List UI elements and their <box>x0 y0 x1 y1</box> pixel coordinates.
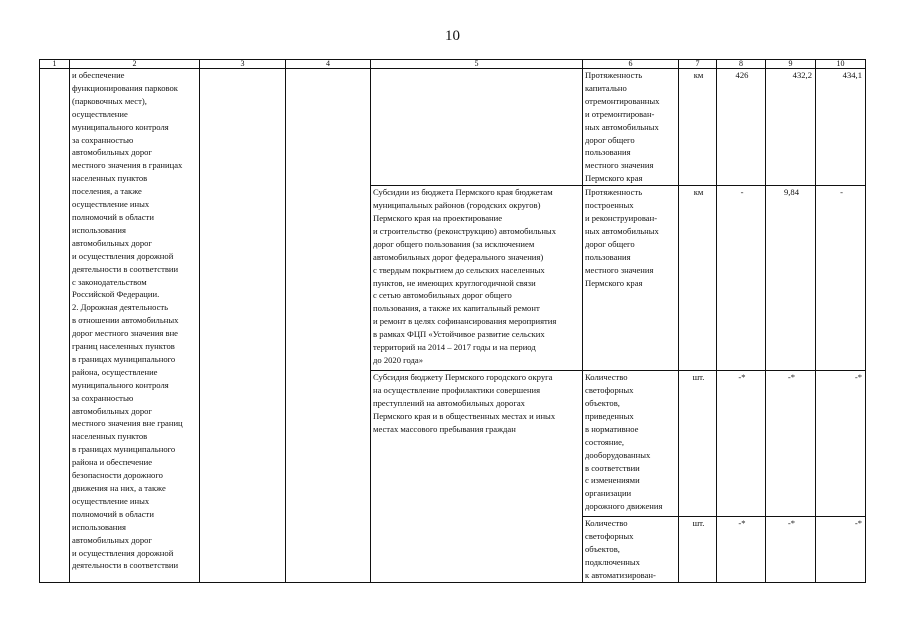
text-line: функционирования парковок <box>72 82 178 93</box>
text-line: отремонтированных <box>585 95 660 106</box>
text-line: организации <box>585 488 632 499</box>
cell-value: 432,2 <box>766 69 816 186</box>
text-line: построенных <box>585 200 634 211</box>
cell-value: -* <box>766 371 816 517</box>
text-line: на осуществление профилактики совершения <box>373 385 541 396</box>
text-line: за сохранностью <box>72 134 134 145</box>
text-line: светофорных <box>585 385 634 396</box>
text-line: с законодательством <box>72 276 147 287</box>
text-line: Пермского края <box>585 277 643 288</box>
text-line: полномочий в области <box>72 211 154 222</box>
text-line: пользования <box>585 147 631 158</box>
text-line: и обеспечение <box>72 70 125 80</box>
text-line: поселения, а также <box>72 186 142 197</box>
text-line: деятельности в соответствии <box>72 263 179 274</box>
text-line: автомобильных дорог <box>72 405 152 416</box>
text-line: и отремонтирован- <box>585 108 655 119</box>
text-line: и строительство (реконструкцию) автомобильных <box>373 225 556 236</box>
text-line: к автоматизирован- <box>585 569 656 580</box>
text-line: и осуществления дорожной <box>72 250 174 261</box>
text-line: границ населенных пунктов <box>72 341 175 352</box>
text-line: местного значения в границах <box>72 160 183 171</box>
table-row <box>40 69 866 186</box>
text-line: Пермского края и в общественных местах и иных <box>373 410 556 421</box>
cell-value: - <box>717 186 766 371</box>
text-line: территорий на 2014 – 2017 годы и на период <box>373 342 536 353</box>
text-line: муниципального контроля <box>72 121 169 132</box>
text-line: осуществление иных <box>72 199 150 210</box>
text-line: объектов, <box>585 543 620 554</box>
cell-col6 <box>583 186 679 371</box>
text-line: с твердым покрытием до сельских населенных <box>373 264 545 275</box>
cell-value: -* <box>766 517 816 583</box>
text-line: осуществление <box>72 108 128 119</box>
text-line: автомобильных дорог федерального значения) <box>373 251 544 262</box>
text-line: в отношении автомобильных <box>72 315 179 326</box>
text-line: объектов, <box>585 397 620 408</box>
col-header: 2 <box>70 60 200 69</box>
cell-unit: км <box>679 186 717 371</box>
text-line: дооборудованных <box>585 449 651 460</box>
text-line: ных автомобильных <box>585 225 659 236</box>
text-line: Пермского края <box>585 173 643 184</box>
text-line: безопасности дорожного <box>72 470 163 481</box>
cell-value: 9,84 <box>766 186 816 371</box>
cell-col2 <box>70 69 200 583</box>
text-line: Субсидия бюджету Пермского городского округа <box>373 372 553 383</box>
cell-unit: км <box>679 69 717 186</box>
text-line: состояние, <box>585 436 625 447</box>
text-line: за сохранностью <box>72 392 134 403</box>
cell-unit: шт. <box>679 371 717 517</box>
cell-col1 <box>40 69 70 583</box>
text-line: населенных пунктов <box>72 173 148 184</box>
text-line: Субсидии из бюджета Пермского края бюджетам <box>373 187 553 198</box>
text-line: Протяженность <box>585 70 643 80</box>
col-header: 7 <box>679 60 717 69</box>
text-line: светофорных <box>585 531 634 542</box>
cell-value: 426 <box>717 69 766 186</box>
text-line: в рамках ФЦП «Устойчивое развитие сельских <box>373 329 545 340</box>
text-line: капитально <box>585 82 627 93</box>
text-line: дорог местного значения вне <box>72 328 178 339</box>
data-table <box>39 59 866 583</box>
text-line: с изменениями <box>585 475 640 486</box>
text-line: пользования, а также их капитальный ремонт <box>373 303 540 314</box>
text-line: Количество <box>585 372 628 383</box>
cell-value: -* <box>717 517 766 583</box>
col-header: 6 <box>583 60 679 69</box>
text-line: Протяженность <box>585 187 643 198</box>
text-line: Количество <box>585 518 628 529</box>
text-line: автомобильных дорог <box>72 147 152 158</box>
col-header: 10 <box>816 60 866 69</box>
text-line: подключенных <box>585 556 640 567</box>
text-line: в границах муниципального <box>72 353 176 364</box>
col-header: 5 <box>371 60 583 69</box>
text-line: деятельности в соответствии <box>72 560 179 571</box>
text-line: дорожного движения <box>585 501 663 512</box>
cell-value: -* <box>717 371 766 517</box>
text-line: полномочий в области <box>72 508 154 519</box>
text-line: в нормативное <box>585 423 639 434</box>
col-header: 1 <box>40 60 70 69</box>
text-line: муниципальных районов (городских округов) <box>373 200 541 211</box>
text-line: района и обеспечение <box>72 457 153 468</box>
text-line: с сетью автомобильных дорог общего <box>373 290 512 301</box>
text-line: и реконструирован- <box>585 212 658 223</box>
text-line: местного значения вне границ <box>72 418 183 429</box>
cell-col5 <box>371 69 583 186</box>
text-line: дорог общего <box>585 134 635 145</box>
page-number: 10 <box>445 28 460 44</box>
cell-value: -* <box>816 517 866 583</box>
cell-col6 <box>583 371 679 517</box>
text-line: использования <box>72 521 126 532</box>
text-line: пользования <box>585 251 631 262</box>
col-header: 4 <box>286 60 371 69</box>
text-line: дорог общего <box>585 238 635 249</box>
cell-col4 <box>286 69 371 583</box>
col-header: 3 <box>200 60 286 69</box>
text-line: пунктов, не имеющих круглогодичной связи <box>373 277 536 288</box>
text-line: местного значения <box>585 264 654 275</box>
text-line: ных автомобильных <box>585 121 659 132</box>
text-line: Пермского края на проектирование <box>373 212 503 223</box>
text-line: в границах муниципального <box>72 444 176 455</box>
text-line: использования <box>72 224 126 235</box>
col-header: 9 <box>766 60 816 69</box>
text-line: 2. Дорожная деятельность <box>72 302 169 313</box>
text-line: муниципального контроля <box>72 379 169 390</box>
col-header: 8 <box>717 60 766 69</box>
cell-value: -* <box>816 371 866 517</box>
text-line: движения на них, а также <box>72 483 166 493</box>
cell-col5 <box>371 186 583 371</box>
text-line: местного значения <box>585 160 654 171</box>
text-line: района, осуществление <box>72 366 158 377</box>
header-row <box>40 60 866 69</box>
text-line: до 2020 года» <box>373 354 423 365</box>
text-line: приведенных <box>585 410 634 421</box>
text-line: населенных пунктов <box>72 431 148 442</box>
text-line: и ремонт в целях софинансирования мероприятия <box>373 316 557 327</box>
text-line: в соответствии <box>585 462 640 473</box>
cell-unit: шт. <box>679 517 717 583</box>
cell-value: 434,1 <box>816 69 866 186</box>
cell-col6 <box>583 517 679 583</box>
cell-col3 <box>200 69 286 583</box>
text-line: автомобильных дорог <box>72 237 152 248</box>
cell-col5 <box>371 371 583 583</box>
text-line: дорог общего пользования (за исключением <box>373 238 535 249</box>
text-line: Российской Федерации. <box>72 289 160 300</box>
cell-col6 <box>583 69 679 186</box>
text-line: и осуществления дорожной <box>72 547 174 558</box>
text-line: преступлений на автомобильных дорогах <box>373 397 525 408</box>
text-line: местах массового пребывания граждан <box>373 423 516 434</box>
text-line: (парковочных мест), <box>72 95 147 106</box>
text-line: автомобильных дорог <box>72 534 152 545</box>
text-line: осуществление иных <box>72 495 150 506</box>
cell-value: - <box>816 186 866 371</box>
